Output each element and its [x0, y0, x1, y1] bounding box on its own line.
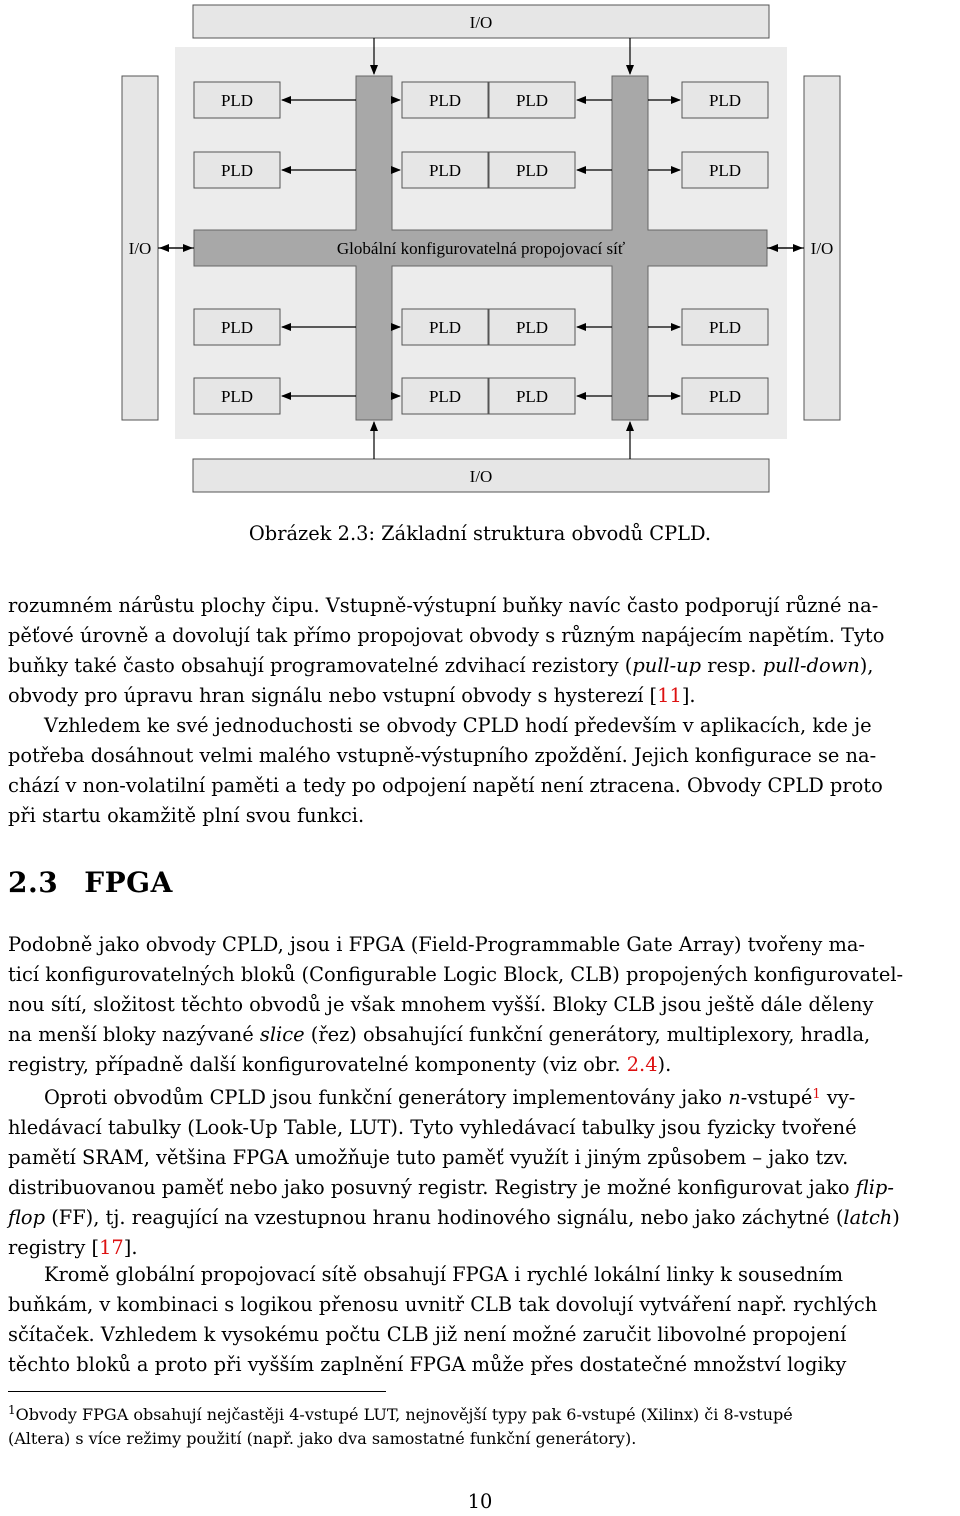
cpld-diagram — [0, 0, 960, 500]
pld-label: PLD — [515, 91, 549, 110]
pld-block — [682, 82, 768, 118]
pld-block — [194, 82, 280, 118]
text-line: ticí konfigurovatelných bloků (Configurable Logic Block, CLB) propojených konfigurovatel- — [8, 963, 904, 986]
io-block-top — [193, 5, 769, 38]
pld-block — [402, 152, 488, 188]
citation-link-17[interactable]: 17 — [99, 1236, 124, 1259]
pld-block — [489, 309, 575, 345]
io-block-bottom — [193, 459, 769, 492]
text-line: při startu okamžitě plní svou funkci. — [8, 804, 365, 827]
footnote-rule — [8, 1391, 386, 1392]
io-block-left — [122, 76, 158, 420]
pld-block — [402, 82, 488, 118]
pld-block — [402, 378, 488, 414]
pld-label: PLD — [708, 91, 742, 110]
citation-link-11[interactable]: 11 — [657, 684, 682, 707]
paragraph-cpld-usage — [8, 711, 956, 831]
footnote-line: $^1$Obvody FPGA obsahují nejčastěji 4-vstupé LUT, nejnovější typy pak 6-vstupé (Xilinx) či 8-vstupé — [8, 1403, 793, 1424]
pld-block — [489, 378, 575, 414]
section-number: 2.3 — [8, 866, 59, 899]
text-line: nou sítí, složitost těchto obvodů je však mnohem vyšší. Bloky CLB jsou ještě dále děleny — [8, 993, 874, 1016]
term-pull-up: pull-up — [632, 654, 702, 677]
pld-label: PLD — [515, 318, 549, 337]
text-line: Kromě globální propojovací sítě obsahují FPGA i rychlé lokální linky k sousedním — [44, 1263, 844, 1286]
footnote-mark: 1 — [8, 1403, 16, 1417]
pld-label: PLD — [428, 91, 462, 110]
page-number: 10 — [467, 1490, 493, 1513]
pld-block — [194, 378, 280, 414]
pld-block — [194, 309, 280, 345]
io-label-right: I/O — [810, 239, 834, 258]
text-line: registry, případně další konfigurovatelné komponenty (viz obr. 2.4). — [8, 1053, 672, 1076]
text-line: flop (FF), tj. reagující na vzestupnou hranu hodinového signálu, nebo jako záchytné (latch) — [8, 1206, 900, 1229]
pld-label: PLD — [428, 387, 462, 406]
io-block-right — [804, 76, 840, 420]
text-line: Podobně jako obvody CPLD, jsou i FPGA (Field-Programmable Gate Array) tvořeny ma- — [8, 933, 865, 956]
pld-block — [402, 309, 488, 345]
pld-label: PLD — [220, 318, 254, 337]
text-line: sčítaček. Vzhledem k vysokému počtu CLB již není možné zaručit libovolné propojení — [8, 1323, 847, 1346]
text-line: chází v non-volatilní paměti a tedy po odpojení napětí není ztracena. Obvody CPLD proto — [8, 774, 883, 797]
section-title: FPGA — [84, 866, 173, 899]
pld-block — [682, 309, 768, 345]
pld-block — [682, 152, 768, 188]
text-line: těchto bloků a proto při vyšším zaplnění FPGA může přes dostatečné množství logiky — [8, 1353, 847, 1376]
pld-block — [682, 378, 768, 414]
pld-label: PLD — [220, 91, 254, 110]
term-pull-down: pull-down — [762, 654, 860, 677]
paragraph-lut — [8, 1080, 956, 1263]
io-label-top: I/O — [469, 13, 493, 32]
pld-label: PLD — [428, 161, 462, 180]
text-line: rozumném nárůstu plochy čipu. Vstupně-výstupní buňky navíc často podporují různé na- — [8, 594, 879, 617]
footnote-line: (Altera) s více režimy použití (např. jako dva samostatné funkční generátory). — [8, 1429, 637, 1448]
text-line: Oproti obvodům CPLD jsou funkční generátory implementovány jako n-vstupé$^1$ vy- — [44, 1086, 856, 1109]
footnote-link-1[interactable]: 1 — [812, 1087, 821, 1102]
text-line: pamětí SRAM, většina FPGA umožňuje tuto paměť využít i jiným způsobem – jako tzv. — [8, 1146, 849, 1169]
term-slice: slice — [259, 1023, 305, 1046]
paragraph-io-cells — [8, 591, 956, 711]
pld-label: PLD — [708, 161, 742, 180]
pld-block — [489, 152, 575, 188]
text-line: distribuovanou paměť nebo jako posuvný registr. Registry je možné konfigurovat jako flip- — [8, 1176, 894, 1199]
term-latch: latch — [843, 1206, 893, 1229]
section-heading — [8, 866, 173, 899]
io-label-bottom: I/O — [469, 467, 493, 486]
figure-link-2-4[interactable]: 2.4 — [626, 1053, 658, 1076]
text-line: na menší bloky nazývané slice (řez) obsahující funkční generátory, multiplexory, hradla, — [8, 1023, 871, 1046]
term-flip-flop: flip- — [855, 1176, 894, 1199]
io-label-left: I/O — [128, 239, 152, 258]
footnote — [8, 1398, 956, 1451]
pld-block — [194, 152, 280, 188]
paragraph-fpga-intro — [8, 930, 956, 1080]
text-line: buňky také často obsahují programovatelné zdvihací rezistory (pull-up resp. pull-down), — [8, 654, 874, 677]
text-line: registry [17]. — [8, 1236, 138, 1259]
text-line: buňkám, v kombinaci s logikou přenosu uvnitř CLB tak dovolují vytváření např. rychlých — [8, 1293, 878, 1316]
pld-label: PLD — [515, 161, 549, 180]
pld-label: PLD — [220, 387, 254, 406]
figure-caption: Obrázek 2.3: Základní struktura obvodů CPLD. — [248, 522, 712, 545]
pld-label: PLD — [220, 161, 254, 180]
pld-label: PLD — [708, 318, 742, 337]
text-line: Vzhledem ke své jednoduchosti se obvody CPLD hodí především v aplikacích, kde je — [44, 714, 872, 737]
pld-label: PLD — [515, 387, 549, 406]
pld-block — [489, 82, 575, 118]
interconnect-label: Globální konfigurovatelná propojovací síť — [336, 239, 626, 258]
pld-label: PLD — [428, 318, 462, 337]
text-line: hledávací tabulky (Look-Up Table, LUT). Tyto vyhledávací tabulky jsou fyzicky tvořené — [8, 1116, 857, 1139]
paragraph-local-links — [8, 1260, 956, 1380]
text-line: potřeba dosáhnout velmi malého vstupně-výstupního zpoždění. Jejich konfigurace se na- — [8, 744, 877, 767]
text-line: obvody pro úpravu hran signálu nebo vstupní obvody s hysterezí [11]. — [8, 684, 696, 707]
pld-label: PLD — [708, 387, 742, 406]
text-line: pěťové úrovně a dovolují tak přímo propojovat obvody s různým napájecím napětím. Tyto — [8, 624, 885, 647]
